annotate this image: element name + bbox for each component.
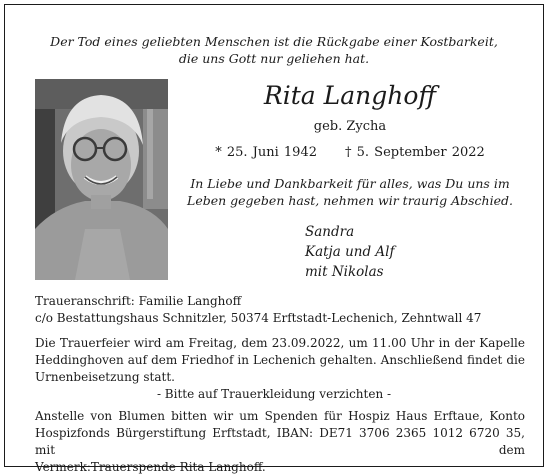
mourners-list bbox=[305, 222, 394, 282]
dress-request: - Bitte auf Trauerkleidung verzichten - bbox=[156, 387, 392, 401]
donation-line-3: Vermerk:Trauerspende Rita Langhoff. bbox=[35, 460, 266, 474]
ceremony-line-1: Die Trauerfeier wird am Freitag, dem 23.09.2022, um 11.00 Uhr in der Kapelle bbox=[35, 336, 525, 350]
obituary-frame bbox=[4, 4, 544, 474]
farewell-text bbox=[175, 175, 525, 209]
donation-notice bbox=[35, 408, 525, 476]
ceremony-notice bbox=[35, 335, 525, 386]
ceremony-line-3: Urnenbeisetzung statt. bbox=[35, 370, 175, 384]
motto-line-1: Der Tod eines geliebten Menschen ist die Rückgabe einer Kostbarkeit, bbox=[50, 34, 498, 49]
mourner-item: Katja und Alf bbox=[305, 244, 395, 260]
deceased-name: Rita Langhoff bbox=[263, 81, 437, 110]
farewell-line-2: Leben gegeben hast, nehmen wir traurig Abschied. bbox=[187, 193, 513, 208]
death-date: † 5. September 2022 bbox=[345, 145, 485, 160]
birth-date: * 25. Juni 1942 bbox=[215, 145, 317, 160]
motto bbox=[5, 33, 543, 67]
mourner-item: Sandra bbox=[305, 224, 355, 240]
life-dates bbox=[175, 145, 525, 161]
farewell-line-1: In Liebe und Dankbarkeit für alles, was Du uns im bbox=[190, 176, 510, 191]
portrait-photo bbox=[35, 79, 168, 280]
donation-line-2: Hospizfonds Bürgerstiftung Erftstadt, IBAN: DE71 3706 2365 1012 6720 35, mit dem bbox=[35, 426, 525, 457]
mourner-item: mit Nikolas bbox=[305, 264, 384, 280]
address-line-1: Traueranschrift: Familie Langhoff bbox=[35, 294, 242, 308]
ceremony-line-2: Heddinghoven auf dem Friedhof in Lechenich gehalten. Anschließend findet die bbox=[35, 353, 525, 367]
address-line-2: c/o Bestattungshaus Schnitzler, 50374 Erftstadt-Lechenich, Zehntwall 47 bbox=[35, 311, 482, 325]
motto-line-2: die uns Gott nur geliehen hat. bbox=[178, 51, 370, 66]
donation-line-1: Anstelle von Blumen bitten wir um Spenden für Hospiz Haus Erftaue, Konto bbox=[35, 409, 525, 423]
mourning-address bbox=[35, 293, 525, 327]
birth-name: geb. Zycha bbox=[313, 119, 387, 134]
